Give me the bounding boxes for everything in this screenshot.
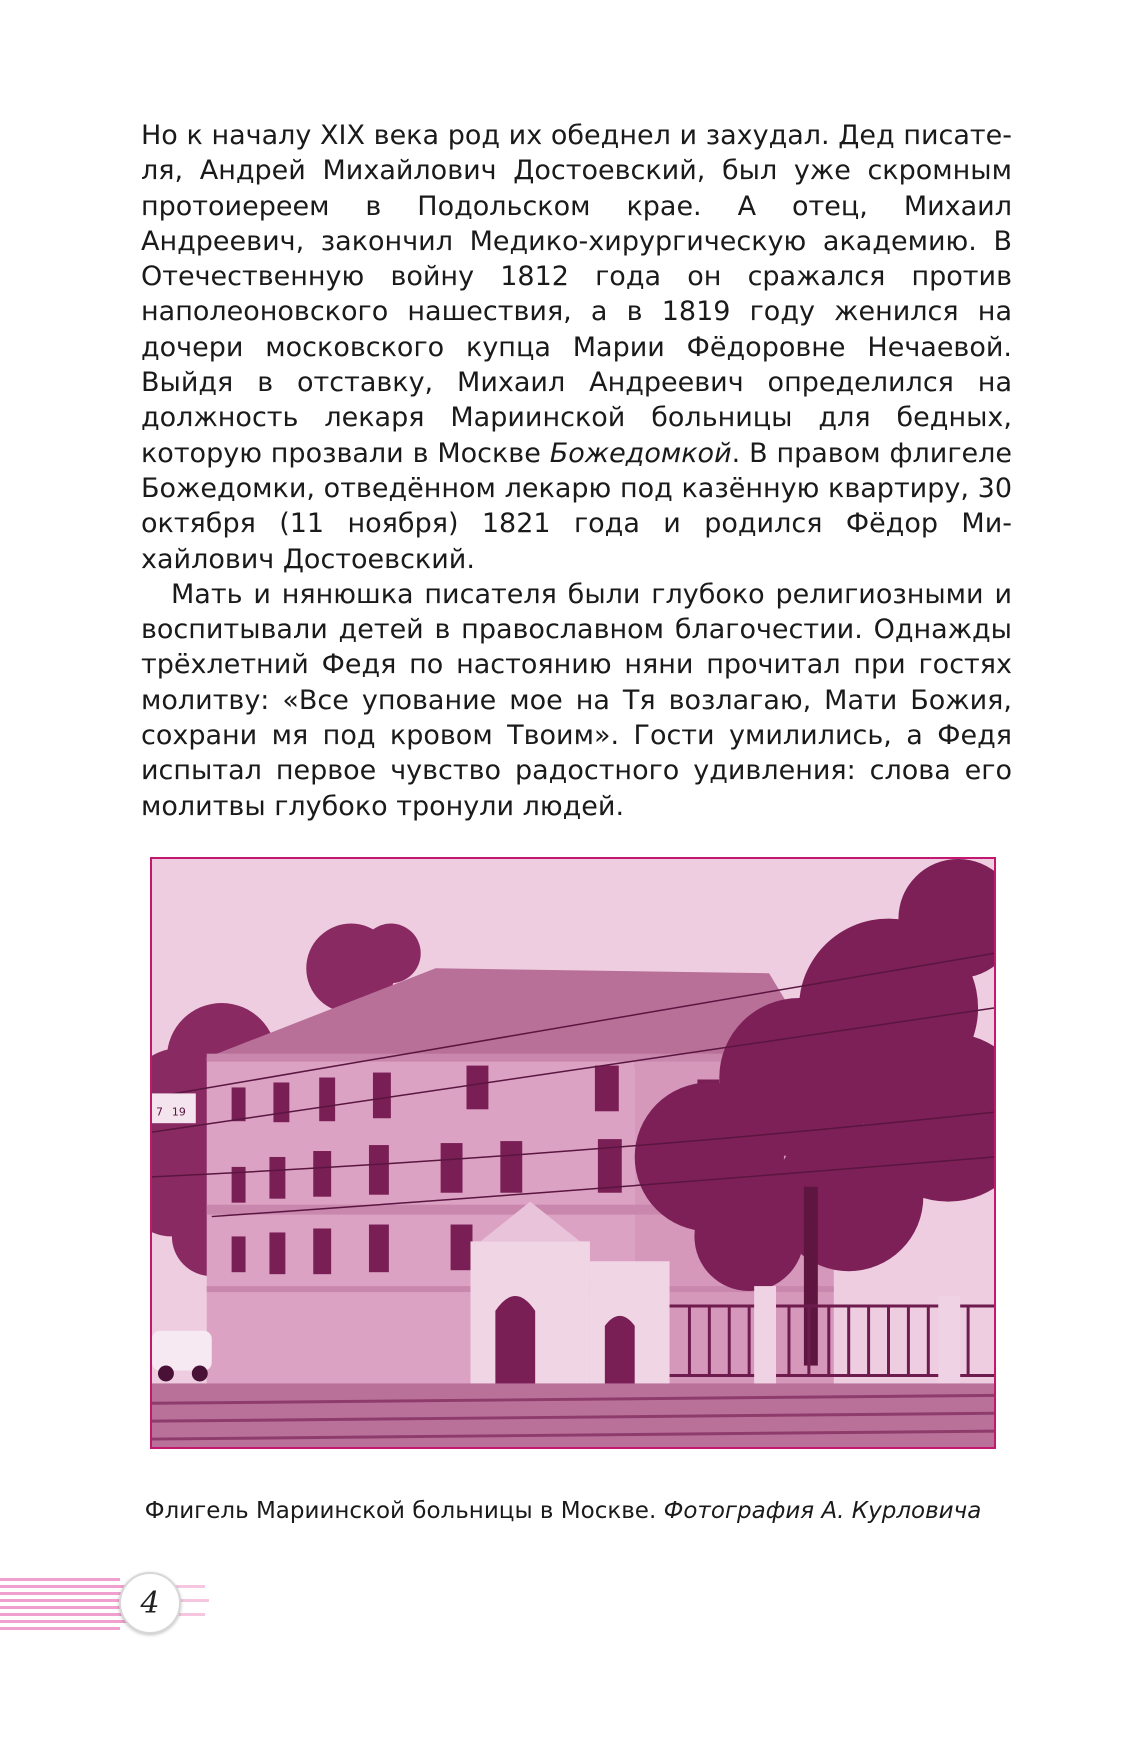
photo-hospital-wing xyxy=(150,857,996,1449)
street-sign-number-2: 19 xyxy=(171,1105,186,1119)
caption-text: Флигель Мариинской больницы в Москве. xyxy=(144,1498,664,1524)
paragraph-1-text-b: . В правом флигеле Божедомки, отведённом лекарю под казённую квартиру, 30 октября (11 ноября) 1821 года и родился Фёдор Михайлович Достоевский. xyxy=(141,437,1013,575)
street-sign-number-1: 7 xyxy=(155,1105,163,1119)
photo-illustration xyxy=(152,859,994,1447)
body-text xyxy=(141,118,1012,824)
figure-caption xyxy=(0,1496,1126,1526)
paragraph-1 xyxy=(141,118,1012,577)
paragraph-1-text-a: Но к началу XIX века род их обеднел и захудал. Дед писателя, Андрей Михайлович Достоевский, был уже скромным протоиереем в Подольском крае. А отец, Михаил Андреевич, закончил Медико-хирургическую академию. В Отечественную войну 1812 года он сражался против наполеоновского нашествия, а в 1819 году женился на дочери московского купца Марии Фёдоровне Нечаевой. Выйдя в отставку, Михаил Андреевич определился на должность лекаря Мариинской больницы для бедных, которую прозвали в Москве xyxy=(141,120,1012,469)
page-number: 4 xyxy=(119,1572,181,1634)
paragraph-1-emphasis: Божедомкой xyxy=(549,437,732,469)
caption-credit: Фотография А. Курловича xyxy=(663,1498,982,1524)
paragraph-2: Мать и нянюшка писателя были глубоко религиозными и воспитывали детей в православном благочестии. Однажды трёхлетний Федя по настоянию няни прочитал при гостях молитву: «Все упование мое на Тя возлагаю, Мати Божия, сохрани мя под кровом Твоим». Гости умилились, а Федя испытал первое чувство радостного удивления: слова его молитвы глубоко тронули людей. xyxy=(141,578,1012,822)
